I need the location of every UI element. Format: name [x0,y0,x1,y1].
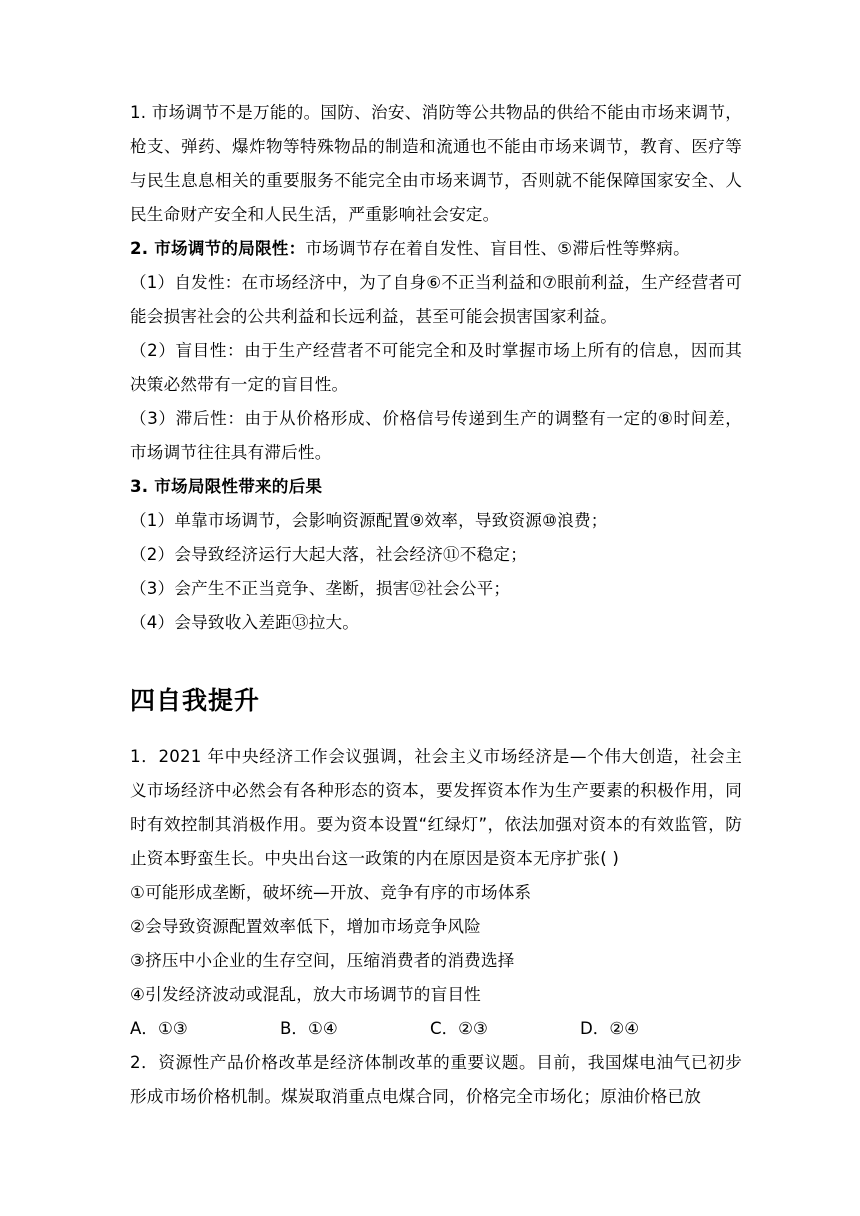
section-heading: 四自我提升 [130,686,261,715]
question-1-statement-3: ③挤压中小企业的生存空间，压缩消费者的消费选择 [130,951,515,970]
question-1-statement-4: ④引发经济波动或混乱，放大市场调节的盲目性 [130,985,481,1004]
consequence-item-3: （3）会产生不正当竞争、垄断，损害⑫社会公平； [130,579,511,598]
paragraph-market-not-omnipotent: 1. 市场调节不是万能的。国防、治安、消防等公共物品的供给不能由市场来调节，枪支、弹药、爆炸物等特殊物品的制造和流通也不能由市场来调节，教育、医疗等与民生息息相关的重要服务不能完全由市场来调节，否则就不能保障国家安全、人民生命财产安全和人民生活，严重影响社会安定。 [130,103,742,224]
document-body [130,96,742,1114]
question-1-options [130,1012,742,1046]
option-a: A．①③ [130,1019,188,1038]
consequence-item-4: （4）会导致收入差距⑬拉大。 [130,613,360,632]
option-b: B．①④ [280,1019,338,1038]
limitations-title: 2. 市场调节的局限性： [130,239,306,258]
question-1: 1．2021 年中央经济工作会议强调，社会主义市场经济是—个伟大创造，社会主义市场经济中必然会有各种形态的资本，要发挥资本作为生产要素的积极作用，同时有效控制其消极作用。要为资本设置“红绿灯”，依法加强对资本的有效监管，防止资本野蛮生长。中央出台这一政策的内在原因是资本无序扩张( ) [130,747,742,868]
option-c: C．②③ [430,1019,488,1038]
question-1-statement-2: ②会导致资源配置效率低下，增加市场竞争风险 [130,917,481,936]
consequence-item-2: （2）会导致经济运行大起大落，社会经济⑪不稳定； [130,545,528,564]
consequences-title: 3. 市场局限性带来的后果 [130,477,323,496]
paragraph-lag: （3）滞后性：由于从价格形成、价格信号传递到生产的调整有一定的⑧时间差，市场调节往往具有滞后性。 [130,409,742,462]
question-2: 2．资源性产品价格改革是经济体制改革的重要议题。目前，我国煤电油气已初步形成市场价格机制。煤炭取消重点电煤合同，价格完全市场化；原油价格已放 [130,1053,742,1106]
option-d: D．②④ [580,1019,640,1038]
limitations-text: 市场调节存在着自发性、盲目性、⑤滞后性等弊病。 [305,239,690,258]
consequence-item-1: （1）单靠市场调节，会影响资源配置⑨效率，导致资源⑩浪费； [130,511,608,530]
paragraph-market-limitations [130,232,742,266]
question-1-statement-1: ①可能形成垄断，破坏统—开放、竞争有序的市场体系 [130,883,532,902]
paragraph-blindness: （2）盲目性：由于生产经营者不可能完全和及时掌握市场上所有的信息，因而其决策必然带有一定的盲目性。 [130,341,742,394]
paragraph-spontaneity: （1）自发性：在市场经济中，为了自身⑥不正当利益和⑦眼前利益，生产经营者可能会损害社会的公共利益和长远利益，甚至可能会损害国家利益。 [130,273,742,326]
